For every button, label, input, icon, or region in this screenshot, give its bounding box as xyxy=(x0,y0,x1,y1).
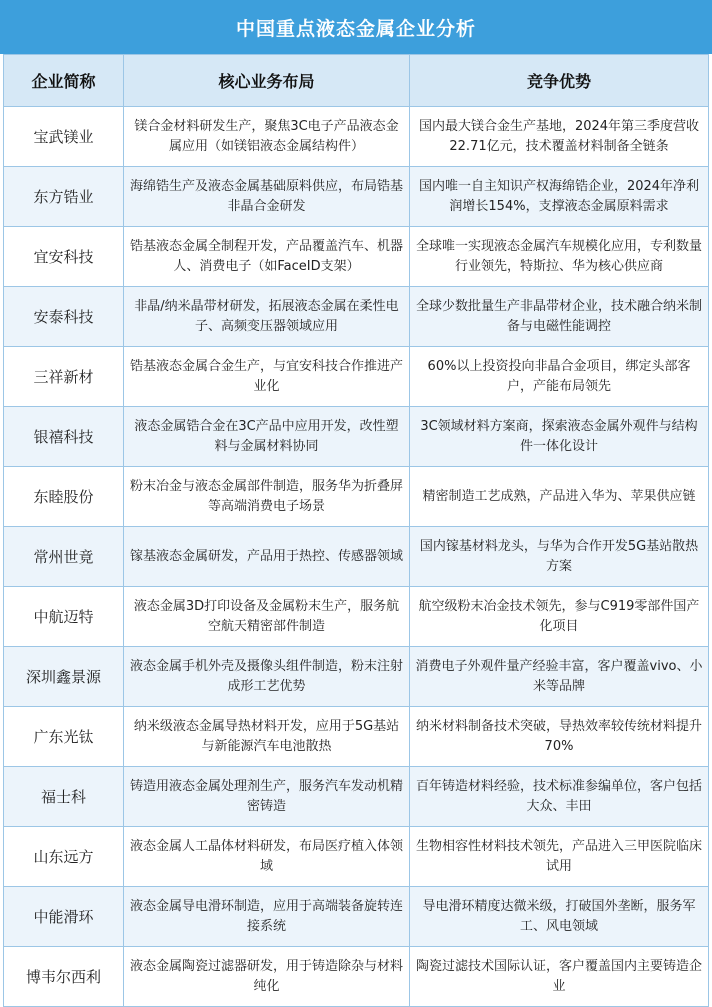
company-name-cell: 中航迈特 xyxy=(4,587,124,647)
company-name-cell: 山东远方 xyxy=(4,827,124,887)
table-row xyxy=(4,407,709,467)
advantage-cell: 纳米材料制备技术突破，导热效率较传统材料提升70% xyxy=(410,707,709,767)
table-row xyxy=(4,167,709,227)
header-business: 核心业务布局 xyxy=(124,55,410,107)
table-row xyxy=(4,227,709,287)
company-name-cell: 宝武镁业 xyxy=(4,107,124,167)
company-name-cell: 三祥新材 xyxy=(4,347,124,407)
company-name-cell: 银禧科技 xyxy=(4,407,124,467)
table-row xyxy=(4,947,709,1007)
advantage-cell: 全球少数批量生产非晶带材企业，技术融合纳米制备与电磁性能调控 xyxy=(410,287,709,347)
business-cell: 锆基液态金属合金生产，与宜安科技合作推进产业化 xyxy=(124,347,410,407)
table-row xyxy=(4,107,709,167)
company-name-cell: 广东光钛 xyxy=(4,707,124,767)
business-cell: 镁合金材料研发生产，聚焦3C电子产品液态金属应用（如镁铝液态金属结构件） xyxy=(124,107,410,167)
advantage-cell: 3C领域材料方案商，探索液态金属外观件与结构件一体化设计 xyxy=(410,407,709,467)
business-cell: 镓基液态金属研发，产品用于热控、传感器领域 xyxy=(124,527,410,587)
advantage-cell: 国内最大镁合金生产基地，2024年第三季度营收22.71亿元，技术覆盖材料制备全链条 xyxy=(410,107,709,167)
company-name-cell: 宜安科技 xyxy=(4,227,124,287)
company-name-cell: 福士科 xyxy=(4,767,124,827)
business-cell: 铸造用液态金属处理剂生产，服务汽车发动机精密铸造 xyxy=(124,767,410,827)
advantage-cell: 消费电子外观件量产经验丰富，客户覆盖vivo、小米等品牌 xyxy=(410,647,709,707)
company-name-cell: 中能滑环 xyxy=(4,887,124,947)
table-row xyxy=(4,527,709,587)
business-cell: 锆基液态金属全制程开发，产品覆盖汽车、机器人、消费电子（如FaceID支架） xyxy=(124,227,410,287)
advantage-cell: 国内镓基材料龙头，与华为合作开发5G基站散热方案 xyxy=(410,527,709,587)
business-cell: 液态金属陶瓷过滤器研发，用于铸造除杂与材料纯化 xyxy=(124,947,410,1007)
advantage-cell: 陶瓷过滤技术国际认证，客户覆盖国内主要铸造企业 xyxy=(410,947,709,1007)
table-row xyxy=(4,347,709,407)
table-row xyxy=(4,827,709,887)
company-name-cell: 博韦尔西利 xyxy=(4,947,124,1007)
company-name-cell: 安泰科技 xyxy=(4,287,124,347)
advantage-cell: 生物相容性材料技术领先，产品进入三甲医院临床试用 xyxy=(410,827,709,887)
table-row xyxy=(4,467,709,527)
advantage-cell: 导电滑环精度达微米级，打破国外垄断，服务军工、风电领域 xyxy=(410,887,709,947)
business-cell: 液态金属手机外壳及摄像头组件制造，粉末注射成形工艺优势 xyxy=(124,647,410,707)
table-row xyxy=(4,587,709,647)
business-cell: 液态金属锆合金在3C产品中应用开发，改性塑料与金属材料协同 xyxy=(124,407,410,467)
business-cell: 液态金属人工晶体材料研发，布局医疗植入体领域 xyxy=(124,827,410,887)
table-row xyxy=(4,647,709,707)
company-name-cell: 东睦股份 xyxy=(4,467,124,527)
header-row xyxy=(4,55,709,107)
title-bar xyxy=(0,0,712,54)
business-cell: 液态金属导电滑环制造，应用于高端装备旋转连接系统 xyxy=(124,887,410,947)
table-row xyxy=(4,287,709,347)
company-table xyxy=(3,54,709,1007)
header-company: 企业简称 xyxy=(4,55,124,107)
advantage-cell: 全球唯一实现液态金属汽车规模化应用，专利数量行业领先，特斯拉、华为核心供应商 xyxy=(410,227,709,287)
business-cell: 纳米级液态金属导热材料开发，应用于5G基站与新能源汽车电池散热 xyxy=(124,707,410,767)
advantage-cell: 精密制造工艺成熟，产品进入华为、苹果供应链 xyxy=(410,467,709,527)
advantage-cell: 百年铸造材料经验，技术标准参编单位，客户包括大众、丰田 xyxy=(410,767,709,827)
business-cell: 非晶/纳米晶带材研发，拓展液态金属在柔性电子、高频变压器领域应用 xyxy=(124,287,410,347)
advantage-cell: 60%以上投资投向非晶合金项目，绑定头部客户，产能布局领先 xyxy=(410,347,709,407)
page-title: 中国重点液态金属企业分析 xyxy=(235,17,476,40)
advantage-cell: 国内唯一自主知识产权海绵锆企业，2024年净利润增长154%，支撑液态金属原料需求 xyxy=(410,167,709,227)
table-row xyxy=(4,707,709,767)
header-advantage: 竞争优势 xyxy=(410,55,709,107)
company-name-cell: 东方锆业 xyxy=(4,167,124,227)
company-name-cell: 深圳鑫景源 xyxy=(4,647,124,707)
table-row xyxy=(4,887,709,947)
table-row xyxy=(4,767,709,827)
business-cell: 粉末冶金与液态金属部件制造，服务华为折叠屏等高端消费电子场景 xyxy=(124,467,410,527)
company-name-cell: 常州世竟 xyxy=(4,527,124,587)
advantage-cell: 航空级粉末冶金技术领先，参与C919零部件国产化项目 xyxy=(410,587,709,647)
business-cell: 海绵锆生产及液态金属基础原料供应，布局锆基非晶合金研发 xyxy=(124,167,410,227)
business-cell: 液态金属3D打印设备及金属粉末生产，服务航空航天精密部件制造 xyxy=(124,587,410,647)
